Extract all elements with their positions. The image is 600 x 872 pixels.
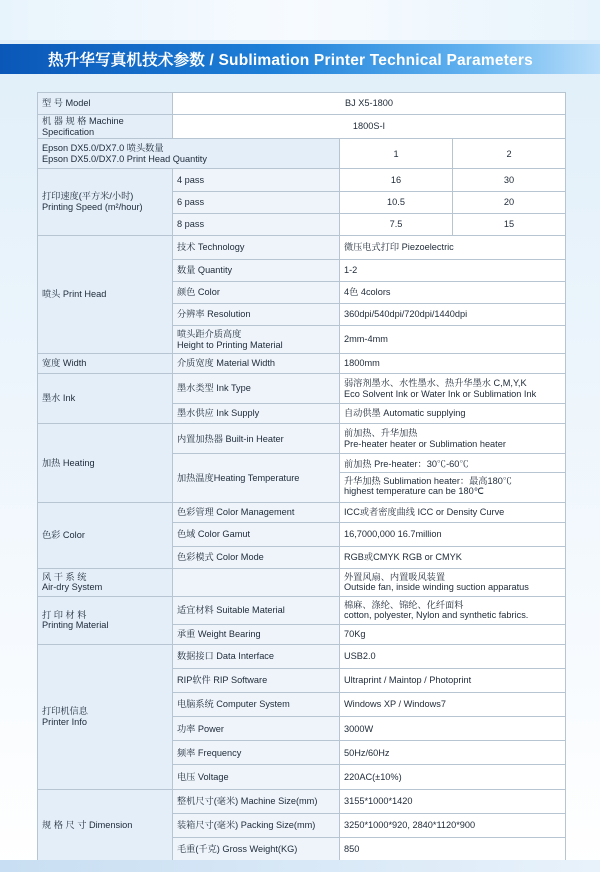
width-value: 1800mm <box>340 354 566 374</box>
table-row <box>38 424 566 454</box>
airdry-label-en: Air-dry System <box>42 582 103 593</box>
packing-size-label: 装箱尺寸(毫米) Packing Size(mm) <box>173 813 340 837</box>
pass-label: 6 pass <box>173 191 340 213</box>
heating-temp-value-3: highest temperature can be 180℃ <box>344 486 485 497</box>
heads-label <box>38 139 340 169</box>
voltage-label: 电压 Voltage <box>173 765 340 789</box>
table-row <box>38 596 566 624</box>
color-management-value: ICC或者密度曲线 ICC or Density Curve <box>340 502 566 522</box>
heads-value-1: 1 <box>340 139 453 169</box>
packing-size-value: 3250*1000*920, 2840*1120*900 <box>340 813 566 837</box>
technology-value: 微压电式打印 Piezoelectric <box>340 235 566 259</box>
printhead-label: 喷头 Print Head <box>38 235 173 353</box>
weight-label: 承重 Weight Bearing <box>173 624 340 644</box>
speed-label-en: Printing Speed (m²/hour) <box>42 202 143 213</box>
height-label-cn: 喷头距介质高度 <box>177 328 242 339</box>
suitable-material-label: 适宜材料 Suitable Material <box>173 596 340 624</box>
system-value: Windows XP / Windows7 <box>340 693 566 717</box>
heater-value-en: Pre-heater heater or Sublimation heater <box>344 438 506 449</box>
heating-temp-label: 加热温度Heating Temperature <box>173 454 340 502</box>
table-row-heads <box>38 139 566 169</box>
speed-value: 16 <box>340 169 453 191</box>
speed-value: 10.5 <box>340 191 453 213</box>
height-value: 2mm-4mm <box>340 325 566 353</box>
spec-value: 1800S-I <box>173 115 566 139</box>
spec-table <box>37 92 566 862</box>
color-section-label: 色彩 Color <box>38 502 173 568</box>
title-banner <box>0 44 600 74</box>
ink-type-value <box>340 374 566 404</box>
color-label: 颜色 Color <box>173 281 340 303</box>
suitable-material-value-en: cotton, polyester, Nylon and synthetic fabrics. <box>344 610 529 621</box>
heater-value-cn: 前加热、升华加热 <box>344 428 418 439</box>
height-label-en: Height to Printing Material <box>177 339 283 350</box>
heating-temp-value-1: 前加热 Pre-heater：30℃-60℃ <box>340 459 565 473</box>
ink-label: 墨水 Ink <box>38 374 173 424</box>
color-mode-label: 色彩模式 Color Mode <box>173 546 340 568</box>
table-row <box>38 502 566 522</box>
machine-size-value: 3155*1000*1420 <box>340 789 566 813</box>
interface-label: 数据接口 Data Interface <box>173 645 340 669</box>
airdry-value-en: Outside fan, inside winding suction apparatus <box>344 582 529 593</box>
spec-label: 机 器 规 格 Machine Specification <box>38 115 173 139</box>
heater-value <box>340 424 566 454</box>
table-row <box>38 374 566 404</box>
quantity-label: 数量 Quantity <box>173 259 340 281</box>
material-label-en: Printing Material <box>42 620 109 631</box>
info-label-cn: 打印机信息 <box>42 706 88 717</box>
table-row <box>38 568 566 596</box>
heating-label: 加热 Heating <box>38 424 173 502</box>
ink-supply-label: 墨水供应 Ink Supply <box>173 404 340 424</box>
voltage-value: 220AC(±10%) <box>340 765 566 789</box>
ink-type-value-cn: 弱溶剂墨水、水性墨水、热升华墨水 C,M,Y,K <box>344 378 527 389</box>
page-title: 热升华写真机技术参数 / Sublimation Printer Technical Parameters <box>48 52 533 69</box>
ink-supply-value: 自动供墨 Automatic supplying <box>340 404 566 424</box>
frequency-label: 频率 Frequency <box>173 741 340 765</box>
table-row <box>38 789 566 813</box>
model-value: BJ X5-1800 <box>173 93 566 115</box>
speed-value: 20 <box>453 191 566 213</box>
rip-label: RIP软件 RIP Software <box>173 669 340 693</box>
heating-temp-value <box>340 454 566 502</box>
heads-value-2: 2 <box>453 139 566 169</box>
pass-label: 8 pass <box>173 213 340 235</box>
airdry-value <box>340 568 566 596</box>
speed-label-cn: 打印速度(平方米/小时) <box>42 191 134 202</box>
heads-label-en: Epson DX5.0/DX7.0 Print Head Quantity <box>42 153 207 164</box>
speed-value: 7.5 <box>340 213 453 235</box>
system-label: 电脑系统 Computer System <box>173 693 340 717</box>
gross-weight-value: 850 <box>340 837 566 861</box>
bottom-decoration <box>0 860 600 872</box>
quantity-value: 1-2 <box>340 259 566 281</box>
table-row <box>38 235 566 259</box>
table-row-model <box>38 93 566 115</box>
table-row <box>38 354 566 374</box>
dimension-label: 规 格 尺 寸 Dimension <box>38 789 173 861</box>
table-row-spec <box>38 115 566 139</box>
color-gamut-value: 16,7000,000 16.7million <box>340 522 566 546</box>
color-value: 4色 4colors <box>340 281 566 303</box>
model-label: 型 号 Model <box>38 93 173 115</box>
material-width-label: 介质宽度 Material Width <box>173 354 340 374</box>
suitable-material-value-cn: 棉麻、涤纶、锦纶、化纤面料 <box>344 599 464 610</box>
pass-label: 4 pass <box>173 169 340 191</box>
height-label <box>173 325 340 353</box>
gross-weight-label: 毛重(千克) Gross Weight(KG) <box>173 837 340 861</box>
ink-type-label: 墨水类型 Ink Type <box>173 374 340 404</box>
material-label <box>38 596 173 644</box>
weight-value: 70Kg <box>340 624 566 644</box>
airdry-label <box>38 568 173 596</box>
resolution-value: 360dpi/540dpi/720dpi/1440dpi <box>340 303 566 325</box>
color-gamut-label: 色域 Color Gamut <box>173 522 340 546</box>
width-label: 宽度 Width <box>38 354 173 374</box>
machine-size-label: 整机尺寸(毫米) Machine Size(mm) <box>173 789 340 813</box>
resolution-label: 分辨率 Resolution <box>173 303 340 325</box>
heads-label-cn: Epson DX5.0/DX7.0 喷头数量 <box>42 143 164 154</box>
airdry-empty-cell <box>173 568 340 596</box>
power-value: 3000W <box>340 717 566 741</box>
table-row <box>38 645 566 669</box>
rip-value: Ultraprint / Maintop / Photoprint <box>340 669 566 693</box>
heater-label: 内置加热器 Built-in Heater <box>173 424 340 454</box>
material-label-cn: 打 印 材 料 <box>42 609 87 620</box>
speed-label <box>38 169 173 235</box>
info-label <box>38 645 173 789</box>
heating-temp-value-2: 升华加热 Sublimation heater：最高180℃ <box>344 475 512 486</box>
color-mode-value: RGB或CMYK RGB or CMYK <box>340 546 566 568</box>
technology-label: 技术 Technology <box>173 235 340 259</box>
ink-type-value-en: Eco Solvent Ink or Water Ink or Sublimation Ink <box>344 388 537 399</box>
interface-value: USB2.0 <box>340 645 566 669</box>
power-label: 功率 Power <box>173 717 340 741</box>
top-decoration <box>0 0 600 40</box>
speed-value: 30 <box>453 169 566 191</box>
airdry-label-cn: 风 干 系 统 <box>42 571 87 582</box>
color-management-label: 色彩管理 Color Management <box>173 502 340 522</box>
frequency-value: 50Hz/60Hz <box>340 741 566 765</box>
speed-value: 15 <box>453 213 566 235</box>
suitable-material-value <box>340 596 566 624</box>
info-label-en: Printer Info <box>42 716 87 727</box>
airdry-value-cn: 外置风扇、内置吸风装置 <box>344 571 446 582</box>
table-row-speed-4 <box>38 169 566 191</box>
